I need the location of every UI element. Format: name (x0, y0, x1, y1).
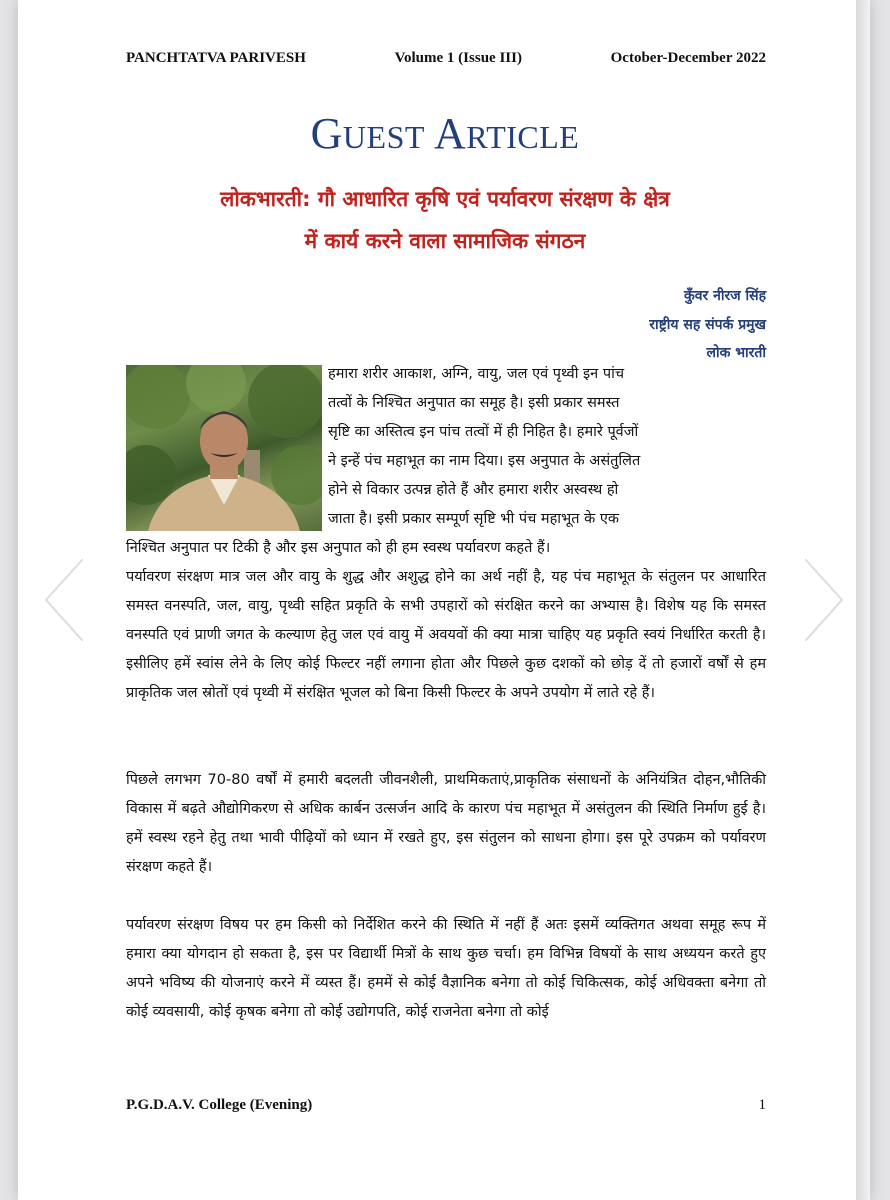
article-title-line-2: में कार्य करने वाला सामाजिक संगठन (304, 229, 586, 253)
paragraph-3: पिछले लगभग 70-80 वर्षों में हमारी बदलती जीवनशैली, प्राथमिकताएं,प्राकृतिक संसाधनों के अनियंत्रित दोहन,भौतिकी विकास में बढ़ते औद्योगिकरण से अधिक कार्बन उत्सर्जन आदि के कारण पंच महाभूत में असंतुलन की स्थिति निर्माण हुई है। हमें स्वस्थ रहने हेतु तथा भावी पीढ़ियों को ध्यान में रखते हुए, इस संतुलन को साधना होगा। इस पूरे उपक्रम को पर्यावरण संरक्षण कहते हैं। (126, 772, 766, 875)
paragraph-4: पर्यावरण संरक्षण विषय पर हम किसी को निर्देशित करने की स्थिति में नहीं हैं अतः इसमें व्यक्तिगत अथवा समूह रूप में हमारा क्या योगदान हो सकता है, इस पर विद्यार्थी मित्रों के साथ कुछ चर्चा। हम विभिन्न विषयों के साथ अध्ययन करते हुए अपने भविष्य की योजनाएं करने में व्यस्त हैं। हममें से कोई वैज्ञानिक बनेगा तो कोई चिकित्सक, कोई अधिवक्ता बनेगा तो कोई व्यवसायी, कोई कृषक बनेगा तो कोई उद्योगपति, कोई राजनेता बनेगा तो कोई (126, 917, 766, 1020)
article-title-line-1: लोकभारती: गौ आधारित कृषि एवं पर्यावरण संरक्षण के क्षेत्र (220, 187, 670, 211)
page-footer (126, 1097, 766, 1114)
author-role: राष्ट्रीय सह संपर्क प्रमुख (649, 317, 766, 333)
paragraph-1-wrapped: हमारा शरीर आकाश, अग्नि, वायु, जल एवं पृथ्वी इन पांच तत्वों के निश्चित अनुपात का समूह है। इसी प्रकार समस्त सृष्टि का अस्तित्व इन पांच तत्वों में ही निहित है। हमारे पूर्वजों ने इन्हें पंच महाभूत का नाम दिया। इस अनुपात के असंतुलित होने से विकार उत्पन्न होते हैं और हमारा शरीर अस्वस्थ हो जाता है। इसी प्रकार सम्पूर्ण सृष्टि भी पंच महाभूत के एक (328, 366, 641, 527)
author-name: कुँवर नीरज सिंह (683, 288, 766, 304)
author-photo (126, 365, 322, 531)
issue-period: October-December 2022 (610, 50, 766, 66)
page-header (126, 50, 766, 67)
article-title (110, 178, 780, 262)
next-page-button[interactable] (794, 552, 854, 648)
chevron-right-icon (794, 552, 854, 648)
previous-page-button[interactable] (34, 552, 94, 648)
paragraph-2: पर्यावरण संरक्षण मात्र जल और वायु के शुद्ध और अशुद्ध होने का अर्थ नहीं है, यह पंच महाभूत के संतुलन पर आधारित समस्त वनस्पति, जल, वायु, पृथ्वी सहित प्रकृति के सभी उपहारों को संरक्षित करने का अभ्यास है। विशेष यह कि समस्त वनस्पति एवं प्राणी जगत के कल्याण हेतु जल एवं वायु में अवयवों की क्या मात्रा चाहिए यह प्रकृति स्वयं निर्धारित करती है। इसीलिए हमें स्वांस लेने के लिए कोई फिल्टर नहीं लगाना होता और पिछले कुछ दशकों को छोड़ दें तो हजारों वर्षों से हम प्राकृतिक जल स्रोतों एवं पृथ्वी में संरक्षित भूजल को बिना किसी फिल्टर के अपने उपयोग में लाते रहे हैं। (126, 569, 766, 701)
chevron-left-icon (34, 552, 94, 648)
paragraph-1-continued: निश्चित अनुपात पर टिकी है और इस अनुपात को ही हम स्वस्थ पर्यावरण कहते हैं। (126, 540, 551, 556)
author-organization: लोक भारती (706, 345, 766, 361)
journal-name: PANCHTATVA PARIVESH (126, 50, 306, 66)
section-heading: GUEST ARTICLE (310, 109, 580, 158)
college-name: P.G.D.A.V. College (Evening) (126, 1097, 313, 1113)
page-number: 1 (758, 1097, 766, 1113)
next-page-edge (856, 0, 870, 1200)
volume-info: Volume 1 (Issue III) (394, 50, 522, 66)
